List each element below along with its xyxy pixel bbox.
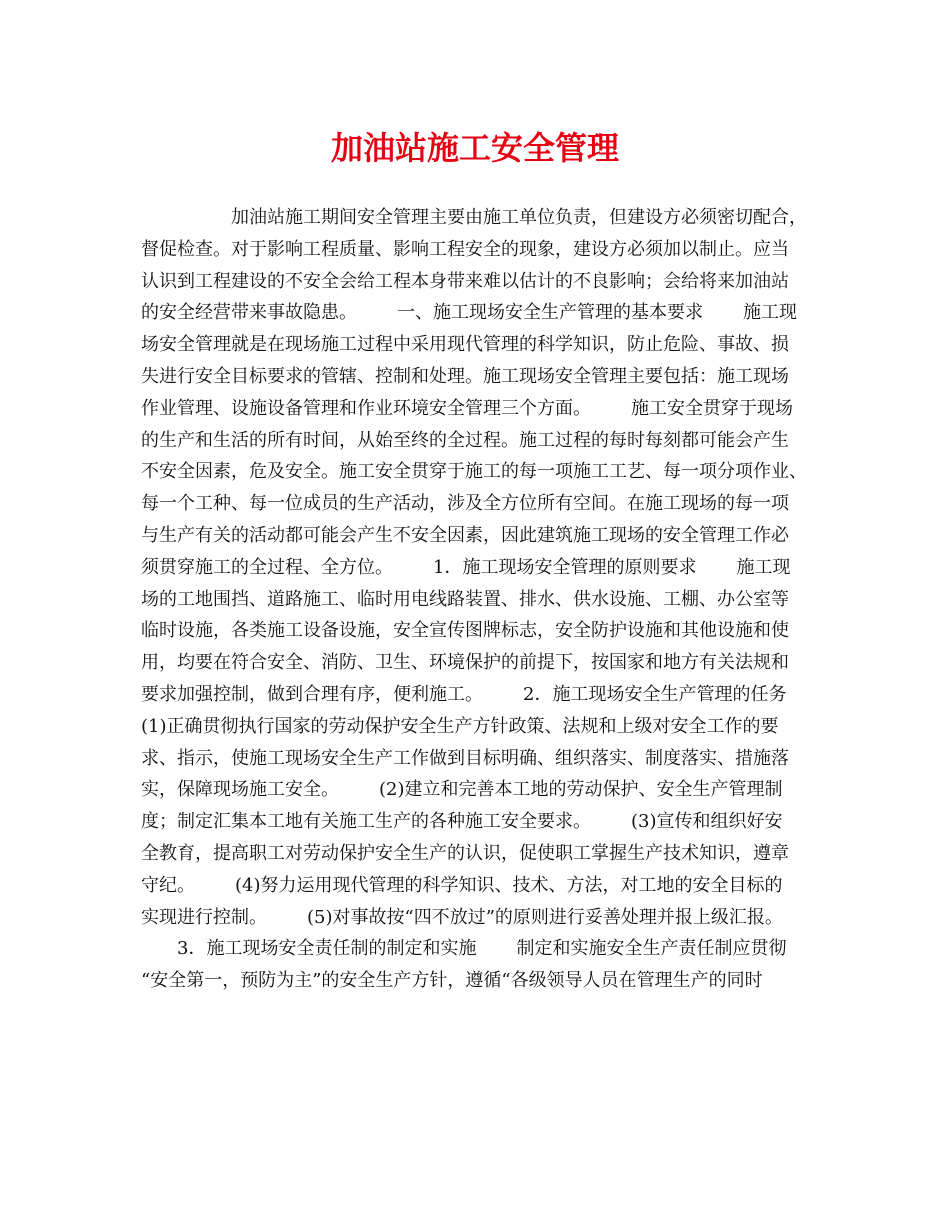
text-line: 场的工地围挡、道路施工、临时用电线路装置、排水、供水设施、工棚、办公室等: [141, 588, 789, 610]
text-line: 实现进行控制。 (5)对事故按“四不放过”的原则进行妥善处理并报上级汇报。: [141, 906, 783, 928]
document-title: 加油站施工安全管理: [330, 129, 619, 167]
text-line: 加油站施工期间安全管理主要由施工单位负责，但建设方必须密切配合，: [231, 207, 807, 228]
text-line: 全教育，提高职工对劳动保护安全生产的认识，促使职工掌握生产技术知识，遵章: [141, 842, 789, 864]
text-line: “安全第一，预防为主”的安全生产方针，遵循“各级领导人员在管理生产的同时: [141, 970, 763, 992]
text-line: 不安全因素，危及安全。施工安全贯穿于施工的每一项施工工艺、每一项分项作业、: [141, 461, 807, 483]
text-line: 要求加强控制，做到合理有序，便利施工。 2．施工现场安全生产管理的任务: [141, 683, 787, 705]
text-line: 与生产有关的活动都可能会产生不安全因素，因此建筑施工现场的安全管理工作必: [141, 524, 789, 546]
text-line: 3．施工现场安全责任制的制定和实施 制定和实施安全生产责任制应贯彻: [177, 938, 787, 960]
text-line: 认识到工程建设的不安全会给工程本身带来难以估计的不良影响；会给将来加油站: [141, 270, 789, 292]
text-line: 作业管理、设施设备管理和作业环境安全管理三个方面。 施工安全贯穿于现场: [141, 397, 793, 419]
text-line: 的生产和生活的所有时间，从始至终的全过程。施工过程的每时每刻都可能会产生: [141, 429, 789, 451]
text-line: 临时设施，各类施工设备设施，安全宣传图牌标志，安全防护设施和其他设施和使: [141, 620, 789, 642]
text-line: 失进行安全目标要求的管辖、控制和处理。施工现场安全管理主要包括：施工现场: [141, 365, 789, 387]
text-line: 用，均要在符合安全、消防、卫生、环境保护的前提下，按国家和地方有关法规和: [141, 652, 789, 674]
text-line: 每一个工种、每一位成员的生产活动，涉及全方位所有空间。在施工现场的每一项: [141, 493, 789, 515]
text-line: 场安全管理就是在现场施工过程中采用现代管理的科学知识，防止危险、事故、损: [141, 334, 789, 356]
text-line: (1)正确贯彻执行国家的劳动保护安全生产方针政策、法规和上级对安全工作的要: [141, 715, 779, 737]
document-body: [141, 202, 821, 997]
text-line: 守纪。 (4)努力运用现代管理的科学知识、技术、方法，对工地的安全目标的: [141, 874, 783, 896]
text-line: 实，保障现场施工安全。 (2)建立和完善本工地的劳动保护、安全生产管理制: [141, 779, 783, 801]
text-line: 督促检查。对于影响工程质量、影响工程安全的现象，建设方必须加以制止。应当: [141, 238, 789, 260]
text-line: 须贯穿施工的全过程、全方位。 1．施工现场安全管理的原则要求 施工现: [141, 556, 791, 578]
text-line: 度；制定汇集本工地有关施工生产的各种施工安全要求。 (3)宣传和组织好安: [141, 811, 783, 833]
text-line: 求、指示，使施工现场安全生产工作做到目标明确、组织落实、制度落实、措施落: [141, 747, 789, 769]
text-line: 的安全经营带来事故隐患。 一、施工现场安全生产管理的基本要求 施工现: [141, 302, 797, 324]
